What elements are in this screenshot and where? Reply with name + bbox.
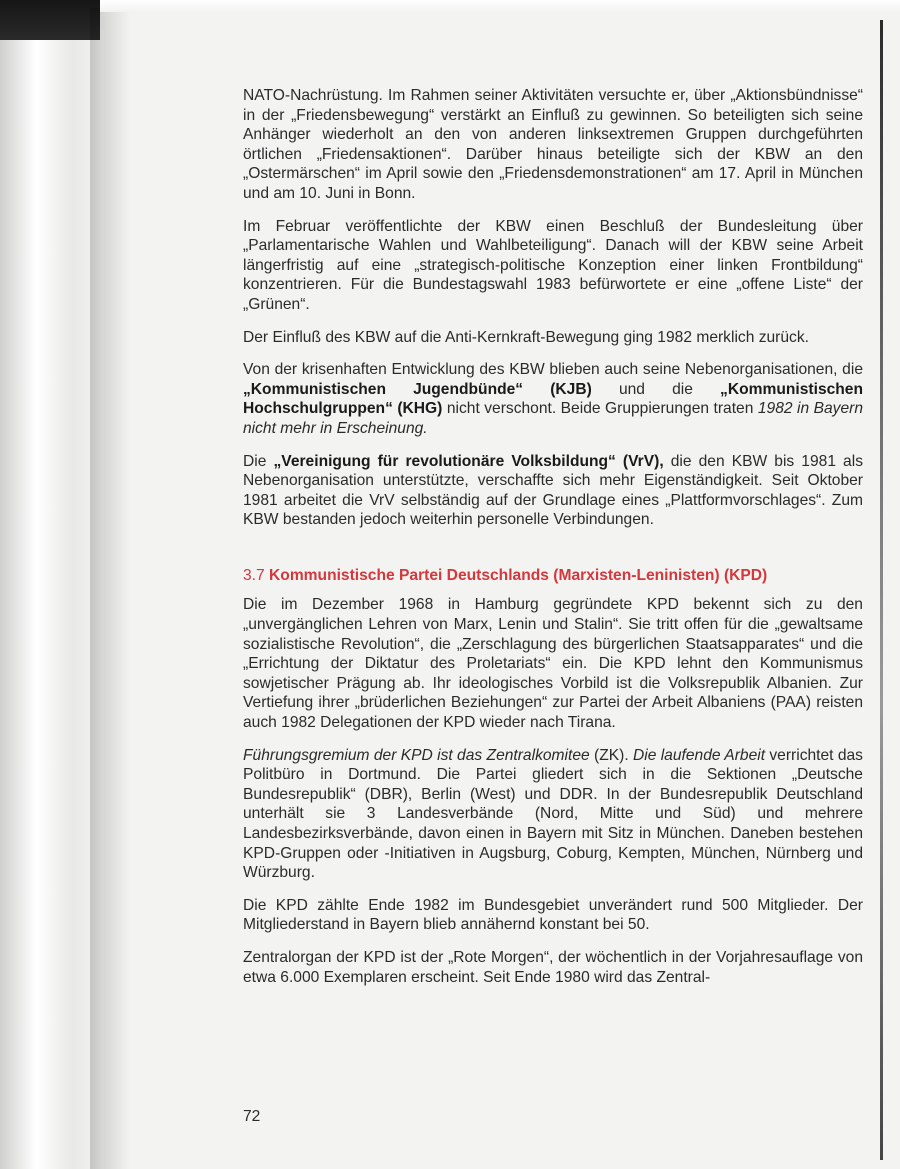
italic-run: 1982 in Bayern nicht mehr in Erscheinung. bbox=[243, 400, 864, 437]
paragraph-kpd-founding: Die im Dezember 1968 in Hamburg gegründete KPD bekennt sich zu den „unvergänglichen Lehren von Marx, Lenin und Stalin“. Sie tritt offen für die „gewaltsame sozialistische Revolution“, die „Zerschlagung des bürgerlichen Staatsapparates“ und die „Errichtung der Diktatur des Proletariats“ ein. Die KPD lehnt den Kommunismus sowjetischer Prägung ab. Ihr ideologisches Vorbild ist die Volksrepublik Albanien. Zur Vertiefung ihrer „brüderlichen Beziehungen“ zur Partei der Arbeit Albaniens (PAA) reisten auch 1982 Delegationen der KPD wieder nach Tirana. bbox=[243, 596, 863, 732]
paragraph-side-organisations bbox=[243, 360, 863, 438]
text-run: Von der krisenhaften Entwicklung des KBW blieben auch seine Nebenorganisationen, die bbox=[243, 361, 863, 379]
paragraph-nato: NATO-Nachrüstung. Im Rahmen seiner Aktivitäten versuchte er, über „Aktionsbündnisse“ in der „Friedensbewegung“ verstärkt an Einfluß zu gewinnen. So beteiligten sich seine Anhänger wiederholt an den von anderen linksextremen Gruppen durchgeführten örtlichen „Friedensaktionen“. Darüber hinaus beteiligte sich der KBW an den „Ostermärschen“ im April sowie den „Friedensdemonstrationen“ am 17. April in München und am 10. Juni in Bonn. bbox=[243, 87, 863, 202]
paragraph-kpd-organ: Zentralorgan der KPD ist der „Rote Morgen“, der wöchentlich in der Vorjahresauflage von etwa 6.000 Exemplaren erscheint. Seit Ende 1980 wird das Zentral- bbox=[243, 948, 863, 986]
text-run: nicht verschont. Beide Gruppierungen traten bbox=[442, 400, 758, 418]
section-number: 3.7 bbox=[243, 566, 265, 584]
bold-khg: „Kommunistischen Hochschulgruppen“ (KHG) bbox=[243, 380, 864, 418]
bold-vrv: „Vereinigung für revolutionäre Volksbildung“ (VrV), bbox=[273, 452, 664, 470]
text-run: Die bbox=[243, 452, 274, 470]
section-heading bbox=[243, 566, 863, 586]
page-body bbox=[243, 86, 863, 1000]
scan-top-edge bbox=[100, 0, 900, 12]
italic-run: Führungsgremium der KPD ist das Zentralkomitee bbox=[243, 746, 590, 764]
paragraph-kpd-members: Die KPD zählte Ende 1982 im Bundesgebiet unverändert rund 500 Mitglieder. Der Mitgliederstand in Bayern blieb annähernd konstant bei 50. bbox=[243, 896, 863, 934]
paragraph-anti-nuclear: Der Einfluß des KBW auf die Anti-Kernkraft-Bewegung ging 1982 merklich zurück. bbox=[243, 328, 809, 346]
page-number: 72 bbox=[243, 1108, 261, 1125]
scan-dark-corner bbox=[0, 0, 100, 40]
text-run: und die bbox=[591, 380, 721, 398]
paragraph-parliament-elections: Im Februar veröffentlichte der KBW einen Beschluß der Bundesleitung über „Parlamentarische Wahlen und Wahlbeteiligung“. Danach will der KBW seine Arbeit längerfristig auf eine „strategisch-politische Konzeption einer linken Frontbildung“ konzentrieren. Für die Bundestagswahl 1983 befürwortete er eine „offene Liste“ der „Grünen“. bbox=[243, 217, 863, 313]
text-run: die den KBW bis 1981 als Nebenorganisation unterstützte, verschaffte sich mehr Eigenständigkeit. Seit Oktober 1981 arbeitet die VrV selbständig auf der Grundlage eines „Plattformvorschlages“. Zum KBW bestanden jedoch weiterhin personelle Verbindungen. bbox=[243, 452, 863, 529]
text-run: (ZK). bbox=[589, 746, 633, 764]
scan-page-edge bbox=[0, 30, 104, 1169]
text-run: verrichtet das Politbüro in Dortmund. Die Partei gliedert sich in die Sektionen „Deutsche Bundesrepublik“ (DBR), Berlin (West) und DDR. In der Bundesrepublik Deutschland unterhält sie 3 Landesverbände (Nord, Mitte und Süd) und mehrere Landesbezirksverbände, davon einen in Bayern mit Sitz in München. Daneben bestehen KPD-Gruppen oder -Initiativen in Augsburg, Coburg, Kempten, München, Nürnberg und Würzburg. bbox=[243, 746, 863, 882]
italic-run: Die laufende Arbeit bbox=[632, 746, 766, 764]
bold-kjb: „Kommunistischen Jugendbünde“ (KJB) bbox=[243, 380, 592, 398]
paragraph-kpd-structure bbox=[243, 746, 863, 883]
binding-shadow bbox=[90, 8, 130, 1169]
section-title: Kommunistische Partei Deutschlands (Marxisten-Leninisten) (KPD) bbox=[269, 566, 768, 584]
paragraph-vrv bbox=[243, 452, 863, 530]
scan-right-edge-mark bbox=[880, 20, 883, 1160]
